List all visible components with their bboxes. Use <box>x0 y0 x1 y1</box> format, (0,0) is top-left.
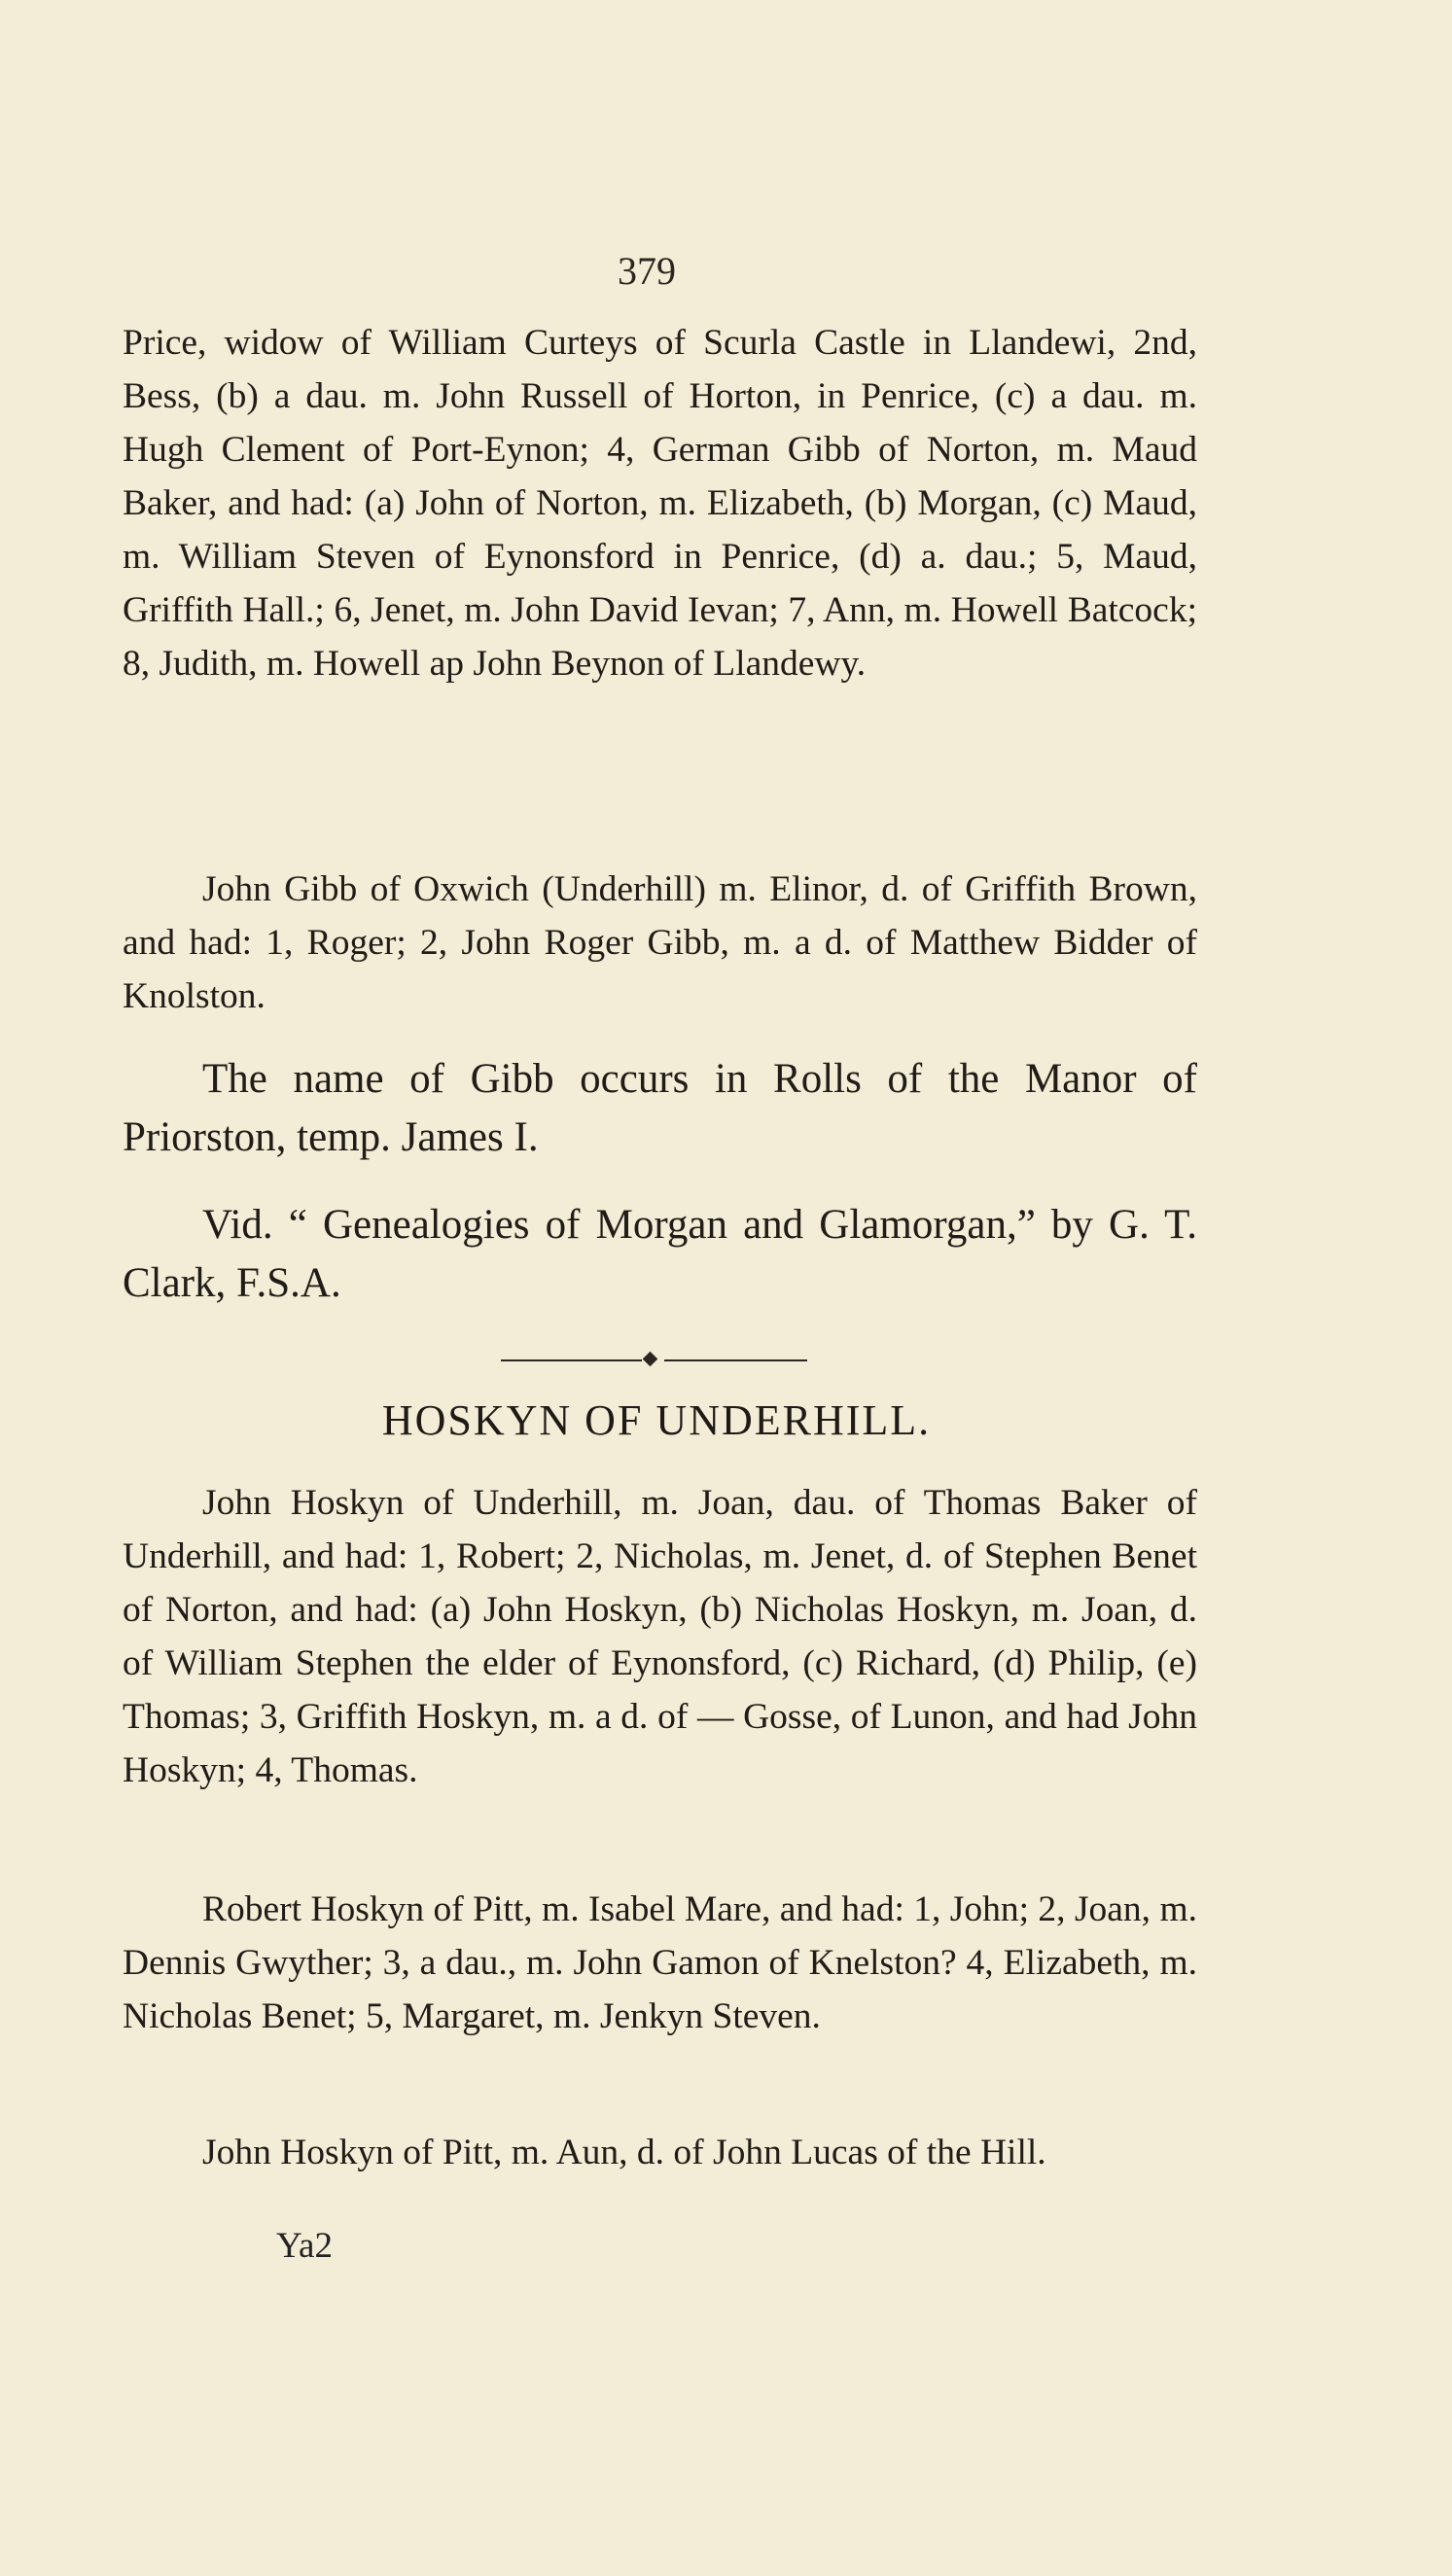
paragraph-john-hoskyn-underhill: John Hoskyn of Underhill, m. Joan, dau. of Thomas Baker of Underhill, and had: 1, Robert; 2, Nicholas, m. Jenet, d. of Stephen Benet of Norton, and had: (a) John Hoskyn, (b) Nicholas Hoskyn, m. Joan, d. of William Stephen the elder of Eynonsford, (c) Richard, (d) Philip, (e) Thomas; 3, Griffith Hoskyn, m. a d. of — Gosse, of Lunon, and had John Hoskyn; 4, Thomas. <box>123 1483 1197 1790</box>
section-heading: HOSKYN OF UNDERHILL. <box>381 1396 932 1444</box>
paragraph-robert-hoskyn-pitt: Robert Hoskyn of Pitt, m. Isabel Mare, and had: 1, John; 2, Joan, m. Dennis Gwyther; 3, a dau., m. John Gamon of Knelston? 4, Elizabeth, m. Nicholas Benet; 5, Margaret, m. Jenkyn Steven. <box>123 1889 1197 2036</box>
paragraph-john-hoskyn-pitt: John Hoskyn of Pitt, m. Aun, d. of John Lucas of the Hill. <box>202 2133 1046 2172</box>
signature-mark: Ya2 <box>276 2226 333 2266</box>
section-divider-ornament <box>501 1357 807 1364</box>
diamond-icon <box>643 1352 658 1367</box>
page-number: 379 <box>618 249 676 293</box>
paragraph-gibb-rolls-note: The name of Gibb occurs in Rolls of the Manor of Priorston, temp. James I. <box>123 1056 1197 1160</box>
paragraph-john-gibb-oxwich: John Gibb of Oxwich (Underhill) m. Elinor, d. of Griffith Brown, and had: 1, Roger; 2, John Roger Gibb, m. a d. of Matthew Bidder of Knolston. <box>123 869 1197 1016</box>
paragraph-genealogies-reference: Vid. “ Genealogies of Morgan and Glamorgan,” by G. T. Clark, F.S.A. <box>123 1202 1197 1306</box>
paragraph-gibb-family-continuation: Price, widow of William Curteys of Scurla Castle in Llandewi, 2nd, Bess, (b) a dau. m. John Russell of Horton, in Penrice, (c) a dau. m. Hugh Clement of Port-Eynon; 4, German Gibb of Norton, m. Maud Baker, and had: (a) John of Norton, m. Elizabeth, (b) Morgan, (c) Maud, m. William Steven of Eynonsford in Penrice, (d) a. dau.; 5, Maud, Griffith Hall.; 6, Jenet, m. John David Ievan; 7, Ann, m. Howell Batcock; 8, Judith, m. Howell ap John Beynon of Llandewy. <box>123 323 1197 684</box>
